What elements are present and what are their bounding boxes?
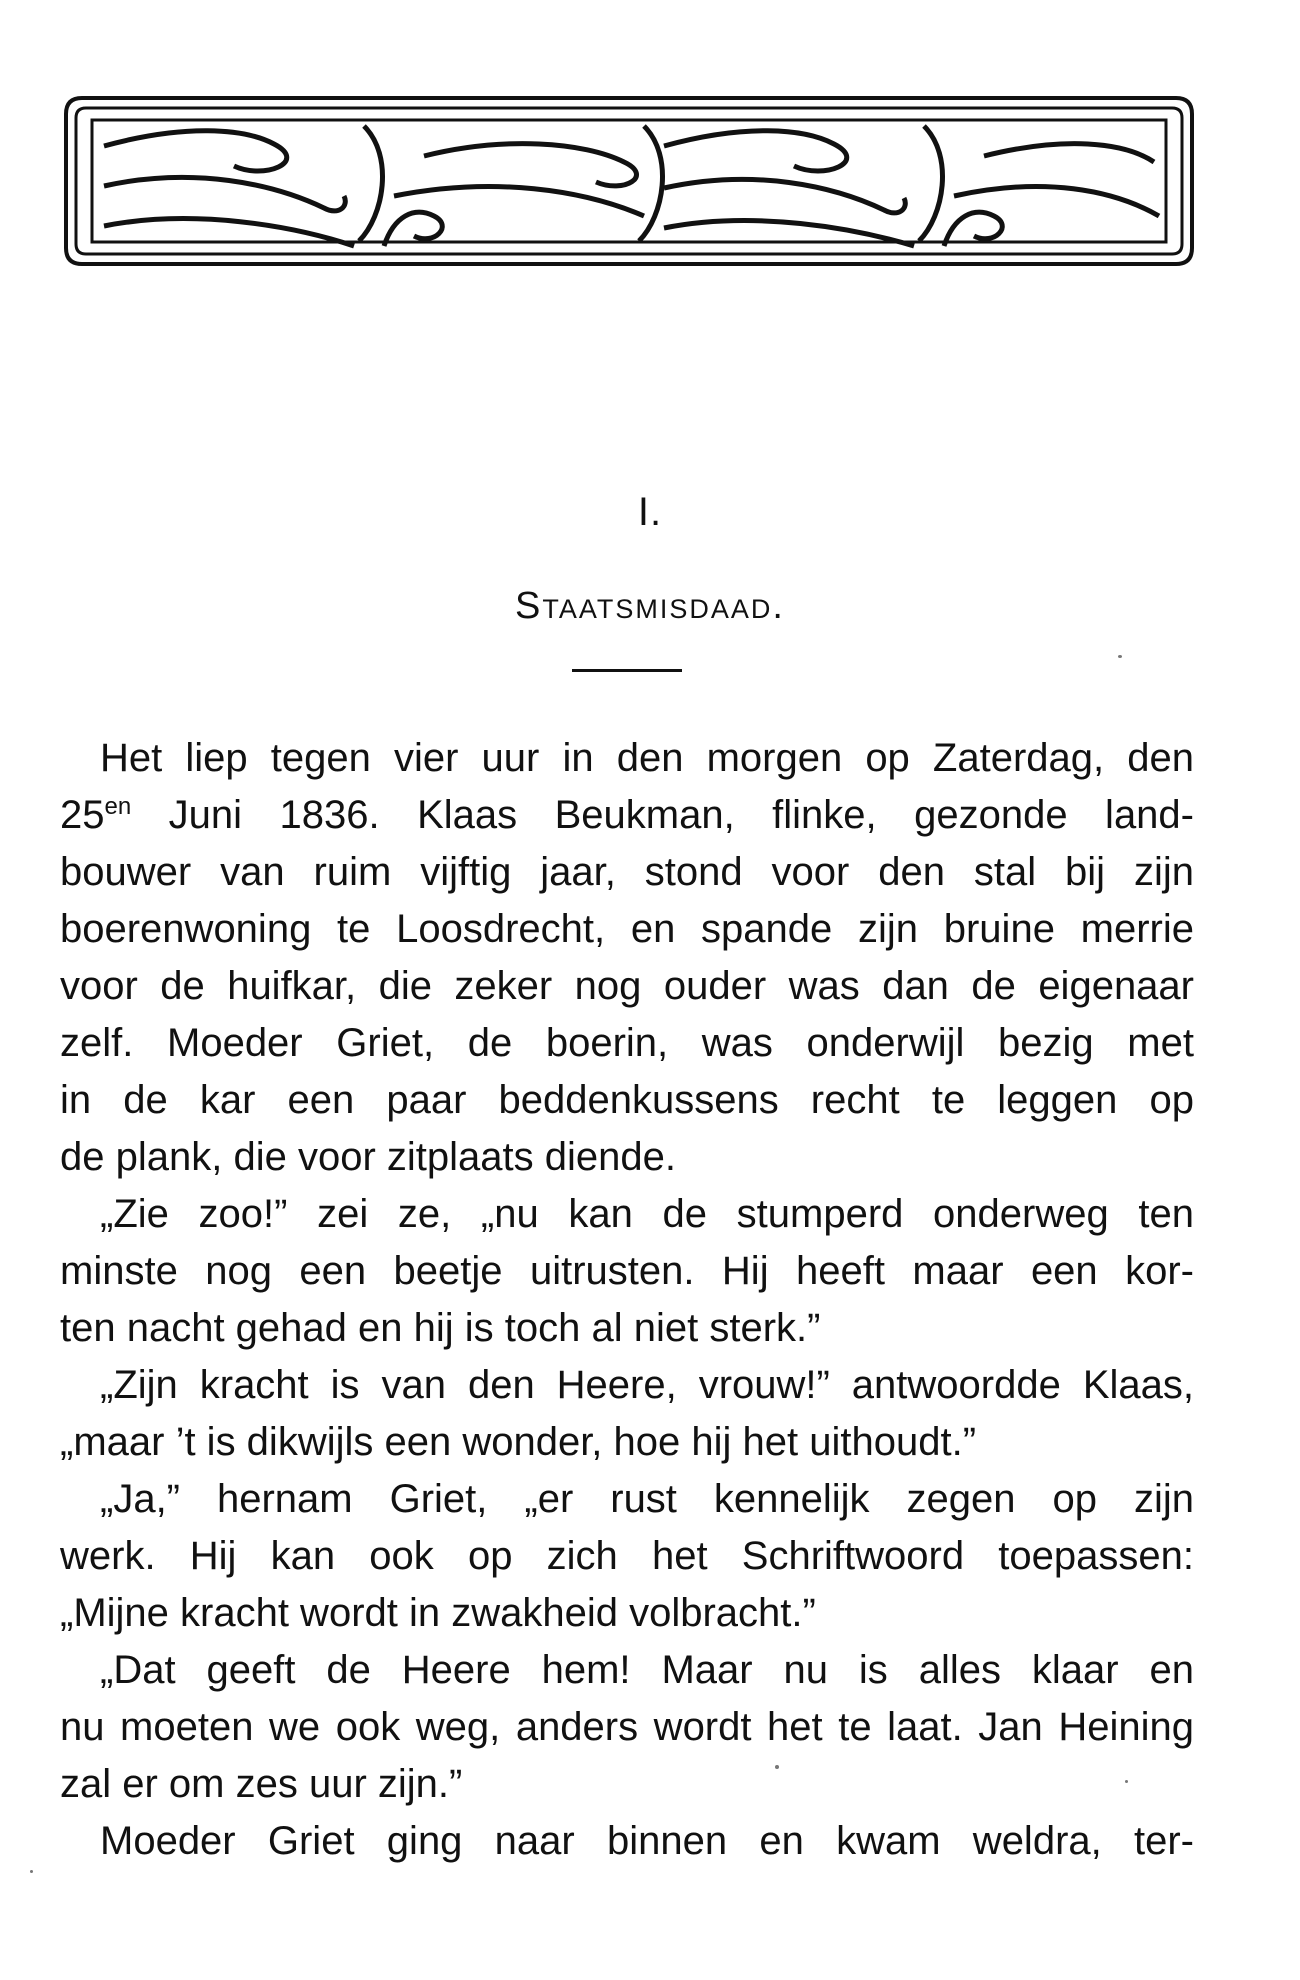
line-text: voor de huifkar, die zeker nog ouder was dan de eigenaar (60, 964, 1194, 1008)
title-divider (572, 669, 682, 672)
date-day: 25 (60, 793, 105, 837)
chapter-number: I. (637, 490, 663, 534)
text-line (60, 787, 1194, 844)
line-text: de plank, die voor zitplaats diende. (60, 1135, 676, 1179)
line-text: zelf. Moeder Griet, de boerin, was onderwijl bezig met (60, 1021, 1194, 1065)
ordinal-suffix: en (104, 793, 132, 820)
text-line (60, 1528, 1194, 1585)
text-line (60, 1699, 1194, 1756)
text-line (60, 1585, 1194, 1642)
text-line (60, 1471, 1194, 1528)
line-text: Juni 1836. Klaas Beukman, flinke, gezonde land- (131, 793, 1194, 837)
line-text: nu moeten we ook weg, anders wordt het te laat. Jan Heining (60, 1705, 1194, 1749)
line-text: minste nog een beetje uitrusten. Hij heeft maar een kor- (60, 1249, 1194, 1293)
line-text: „Dat geeft de Heere hem! Maar nu is alles klaar en (100, 1648, 1194, 1692)
text-line (60, 958, 1194, 1015)
line-text: „Ja,” hernam Griet, „er rust kennelijk zegen op zijn (100, 1477, 1194, 1521)
text-line (60, 1357, 1194, 1414)
line-text: „Zie zoo!” zei ze, „nu kan de stumperd onderweg ten (100, 1192, 1194, 1236)
line-text: „maar ’t is dikwijls een wonder, hoe hij het uithoudt.” (60, 1420, 977, 1464)
text-line (60, 1813, 1194, 1870)
line-text: ten nacht gehad en hij is toch al niet sterk.” (60, 1306, 821, 1350)
text-line (60, 844, 1194, 901)
header-ornament (64, 96, 1194, 266)
line-text: „Zijn kracht is van den Heere, vrouw!” antwoordde Klaas, (100, 1363, 1194, 1407)
line-text: werk. Hij kan ook op zich het Schriftwoord toepassen: (60, 1534, 1194, 1578)
line-text: zal er om zes uur zijn.” (60, 1762, 463, 1806)
text-line (60, 1072, 1194, 1129)
text-line (60, 901, 1194, 958)
text-line (60, 1414, 1194, 1471)
text-line (60, 1129, 1194, 1186)
line-text: Het liep tegen vier uur in den morgen op Zaterdag, den (100, 736, 1194, 780)
text-line (60, 1015, 1194, 1072)
line-text: boerenwoning te Loosdrecht, en spande zijn bruine merrie (60, 907, 1194, 951)
line-text: bouwer van ruim vijftig jaar, stond voor den stal bij zijn (60, 850, 1194, 894)
text-line (60, 1756, 1194, 1813)
text-line (60, 730, 1194, 787)
text-line (60, 1642, 1194, 1699)
body-text (60, 730, 1194, 1870)
line-text: in de kar een paar beddenkussens recht te leggen op (60, 1078, 1194, 1122)
chapter-title: Staatsmisdaad. (515, 585, 785, 627)
line-text: Moeder Griet ging naar binnen en kwam weldra, ter- (100, 1819, 1194, 1863)
text-line (60, 1186, 1194, 1243)
line-text: „Mijne kracht wordt in zwakheid volbracht.” (60, 1591, 816, 1635)
text-line (60, 1243, 1194, 1300)
text-line (60, 1300, 1194, 1357)
